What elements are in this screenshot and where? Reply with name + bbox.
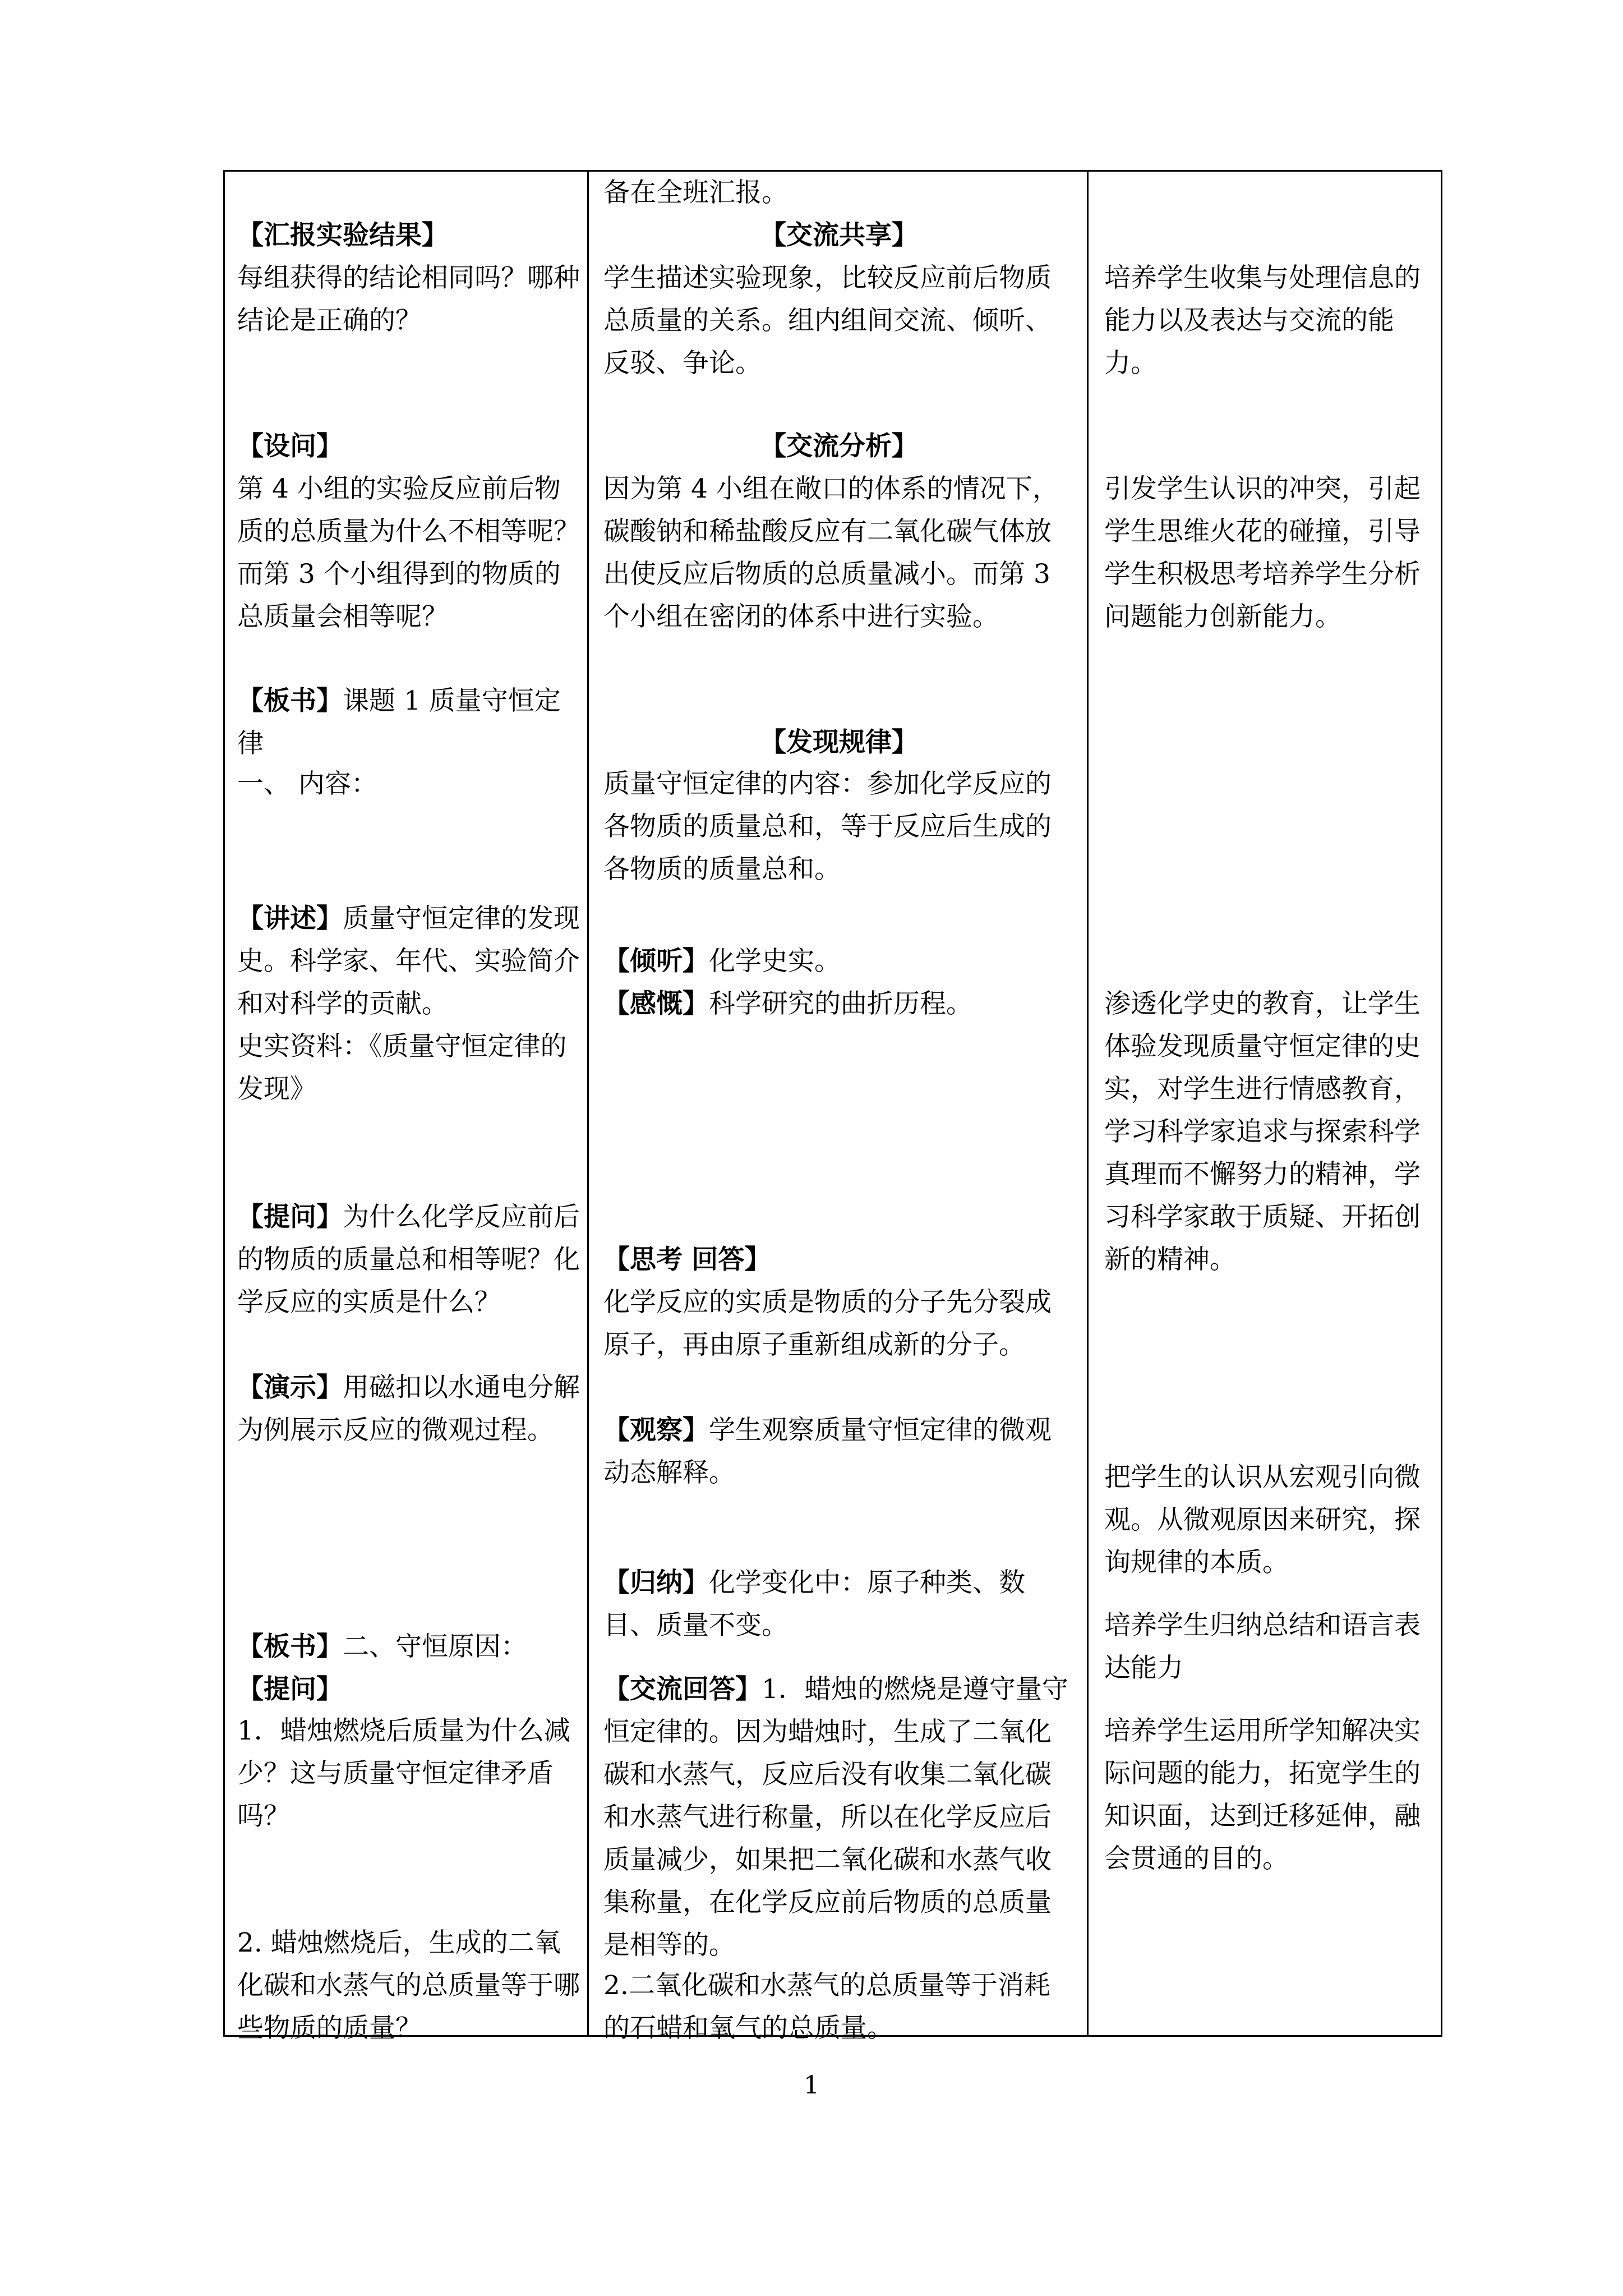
question-block [237, 1196, 585, 1324]
lecture-tag: 【讲述】 [237, 903, 343, 934]
feel-tag: 【感慨】 [603, 988, 709, 1019]
summary-block [603, 1562, 1075, 1647]
report-heading: 【汇报实验结果】 [237, 220, 448, 251]
listen-text: 化学史实。 [709, 946, 841, 977]
ask-question: 第 4 小组的实验反应前后物质的总质量为什么不相等呢？而第 3 个小组得到的物质的总质量会相等呢？ [237, 473, 580, 632]
board-reason: 二、守恒原因： [343, 1631, 527, 1662]
demo-text: 用磁扣以水通电分解为例展示反应的微观过程。 [237, 1372, 580, 1446]
question-text: 为什么化学反应前后的物质的质量总和相等呢？化学反应的实质是什么？ [237, 1202, 580, 1318]
lesson-table [223, 170, 1442, 2044]
answer-1: 1．蜡烛的燃烧是遵守量守恒定律的。因为蜡烛时，生成了二氧化碳和水蒸气，反应后没有收集二氧化碳和水蒸气进行称量，所以在化学反应后质量减少，如果把二氧化碳和水蒸气收集称量，在化学反应前后物质的总质量是相等的。 [603, 1674, 1068, 1961]
law-text: 质量守恒定律的内容：参加化学反应的各物质的质量总和，等于反应后生成的各物质的质量总和。 [603, 769, 1052, 885]
listen-tag: 【倾听】 [603, 946, 709, 977]
answer-block [603, 1668, 1075, 1967]
prep-text: 备在全班汇报。 [603, 177, 788, 208]
history-material: 史实资料：《质量守恒定律的发现》 [237, 1031, 567, 1105]
page-number: 1 [804, 2071, 819, 2100]
answer-tag: 【交流回答】 [603, 1674, 762, 1705]
board-tag-2: 【板书】 [237, 1631, 343, 1662]
analysis-text: 因为第 4 小组在敞口的体系的情况下，碳酸钠和稀盐酸反应有二氧化碳气体放出使反应后物质的总质量减小。而第 3 个小组在密闭的体系中进行实验。 [603, 473, 1059, 632]
feel-block [603, 983, 1075, 1025]
lecture-text: 质量守恒定律的发现史。科学家、年代、实验简介和对科学的贡献。 [237, 903, 580, 1019]
goal-6: 培养学生运用所学知解决实际问题的能力，拓宽学生的知识面，达到迁移延伸，融会贯通的目的。 [1104, 1715, 1421, 1874]
board-title-block [237, 680, 585, 765]
goal-1: 培养学生收集与处理信息的能力以及表达与交流的能力。 [1104, 263, 1421, 379]
think-heading: 【思考 回答】 [603, 1244, 771, 1275]
think-text: 化学反应的实质是物质的分子先分裂成原子，再由原子重新组成新的分子。 [603, 1287, 1052, 1360]
question-tag-2: 【提问】 [237, 1674, 343, 1705]
goal-4: 把学生的认识从宏观引向微观。从微观原因来研究，探询规律的本质。 [1104, 1462, 1421, 1578]
column-divider-1 [587, 172, 589, 2035]
board-tag: 【板书】 [237, 685, 343, 716]
analysis-heading: 【交流分析】 [760, 431, 918, 462]
goal-5: 培养学生归纳总结和语言表达能力 [1104, 1610, 1421, 1683]
share-heading: 【交流共享】 [760, 220, 918, 251]
demo-tag: 【演示】 [237, 1372, 343, 1403]
summary-text: 化学变化中：原子种类、数目、质量不变。 [603, 1567, 1025, 1641]
share-text: 学生描述实验现象，比较反应前后物质总质量的关系。组内组间交流、倾听、反驳、争论。 [603, 263, 1052, 379]
content-item: 一、 内容： [237, 769, 377, 799]
lecture-block [237, 898, 585, 1025]
question-tag: 【提问】 [237, 1202, 343, 1232]
feel-text: 科学研究的曲折历程。 [709, 988, 972, 1019]
observe-block [603, 1409, 1075, 1494]
report-question: 每组获得的结论相同吗？哪种结论是正确的？ [237, 263, 580, 336]
column-divider-2 [1087, 172, 1089, 2035]
board-title: 课题 1 质量守恒定律 [237, 685, 561, 759]
observe-tag: 【观察】 [603, 1415, 709, 1446]
observe-text: 学生观察质量守恒定律的微观动态解释。 [603, 1415, 1052, 1488]
demo-block [237, 1366, 585, 1452]
candle-question-1: 1．蜡烛燃烧后质量为什么减少？这与质量守恒定律矛盾吗？ [237, 1715, 570, 1832]
answer-2: 2.二氧化碳和水蒸气的总质量等于消耗的石蜡和氧气的总质量。 [603, 1970, 1050, 2044]
ask-heading: 【设问】 [237, 431, 343, 462]
law-heading: 【发现规律】 [760, 727, 918, 758]
candle-question-2: 2. 蜡烛燃烧后，生成的二氧化碳和水蒸气的总质量等于哪些物质的质量？ [237, 1927, 580, 2044]
goal-2: 引发学生认识的冲突，引起学生思维火花的碰撞，引导学生积极思考培养学生分析问题能力创新能力。 [1104, 473, 1421, 632]
goal-3: 渗透化学史的教育，让学生体验发现质量守恒定律的史实，对学生进行情感教育，学习科学家追求与探索科学真理而不懈努力的精神，学习科学家敢于质疑、开拓创新的精神。 [1104, 988, 1421, 1275]
listen-block [603, 940, 1075, 983]
board-reason-block [237, 1626, 585, 1668]
summary-tag: 【归纳】 [603, 1567, 709, 1598]
